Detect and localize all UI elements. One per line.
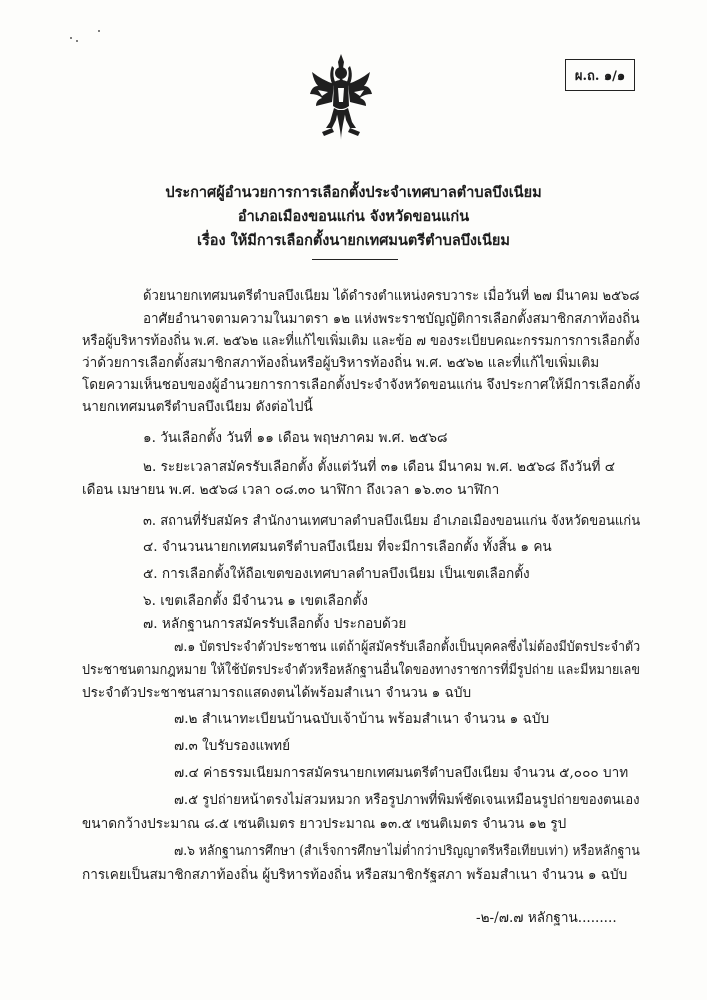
heading-divider <box>312 259 398 260</box>
item-required-documents: ๗. หลักฐานการสมัครรับเลือกตั้ง ประกอบด้วย <box>143 616 407 632</box>
item-application-place: ๓. สถานที่รับสมัคร สำนักงานเทศบาลตำบลบึงเนียม อำเภอเมืองขอนแก่น จังหวัดขอนแก่น <box>143 513 641 529</box>
doc-id-card-line: ๗.๑ บัตรประจำตัวประชาชน แต่ถ้าผู้สมัครรับเลือกตั้งเป็นบุคคลซึ่งไม่ต้องมีบัตรประจำตัว <box>174 639 641 655</box>
scan-speck <box>98 30 100 32</box>
doc-education-line: ๗.๖ หลักฐานการศึกษา (สำเร็จการศึกษาไม่ต่ำกว่าปริญญาตรีหรือเทียบเท่า) หรือหลักฐาน <box>174 843 640 859</box>
form-code-box <box>565 59 635 91</box>
announcement-title: ประกาศผู้อำนวยการการเลือกตั้งประจำเทศบาลตำบลบึงเนียม <box>165 184 542 201</box>
item-application-period-cont: เดือน เมษายน พ.ศ. ๒๕๖๘ เวลา ๐๘.๓๐ นาฬิกา ถึงเวลา ๑๖.๓๐ นาฬิกา <box>82 482 500 498</box>
doc-photo-line: ขนาดกว้างประมาณ ๘.๕ เซนติเมตร ยาวประมาณ ๑๓.๕ เซนติเมตร จำนวน ๑๒ รูป <box>82 816 567 832</box>
item-constituency: ๕. การเลือกตั้งให้ถือเขตของเทศบาลตำบลบึงเนียม เป็นเขตเลือกตั้ง <box>143 566 530 582</box>
doc-id-card-line: ประชาชนตามกฎหมาย ให้ใช้บัตรประจำตัวหรือหลักฐานอื่นใดของทางราชการที่มีรูปถ่าย และมีหมายเลข <box>82 662 640 678</box>
doc-house-registration: ๗.๒ สำเนาทะเบียนบ้านฉบับเจ้าบ้าน พร้อมสำเนา จำนวน ๑ ฉบับ <box>174 711 550 727</box>
item-election-date: ๑. วันเลือกตั้ง วันที่ ๑๑ เดือน พฤษภาคม พ.ศ. ๒๕๖๘ <box>143 430 448 446</box>
authority-paragraph-line: ว่าด้วยการเลือกตั้งสมาชิกสภาท้องถิ่นหรือผู้บริหารท้องถิ่น พ.ศ. ๒๕๖๒ และที่แก้ไขเพิ่มเติม <box>82 355 600 371</box>
authority-paragraph-line: หรือผู้บริหารท้องถิ่น พ.ศ. ๒๕๖๒ และที่แก้ไขเพิ่มเติม และข้อ ๗ ของระเบียบคณะกรรมการการเลือกตั้ง <box>82 333 640 349</box>
doc-photo-line: ๗.๕ รูปถ่ายหน้าตรงไม่สวมหมวก หรือรูปภาพที่พิมพ์ชัดเจนเหมือนรูปถ่ายของตนเอง <box>174 792 640 808</box>
doc-education-line: การเคยเป็นสมาชิกสภาท้องถิ่น ผู้บริหารท้องถิ่น หรือสมาชิกรัฐสภา พร้อมสำเนา จำนวน ๑ ฉบับ <box>82 867 628 883</box>
scan-speck <box>76 40 78 42</box>
authority-paragraph-line: โดยความเห็นชอบของผู้อำนวยการการเลือกตั้งประจำจังหวัดขอนแก่น จึงประกาศให้มีการเลือกตั้ง <box>82 377 641 393</box>
intro-paragraph: ด้วยนายกเทศมนตรีตำบลบึงเนียม ได้ดำรงตำแหน่งครบวาระ เมื่อวันที่ ๒๗ มีนาคม ๒๕๖๘ <box>143 288 640 304</box>
doc-application-fee: ๗.๔ ค่าธรรมเนียมการสมัครนายกเทศมนตรีตำบลบึงเนียม จำนวน ๕,๐๐๐ บาท <box>174 765 629 781</box>
doc-medical-certificate: ๗.๓ ใบรับรองแพทย์ <box>174 738 291 754</box>
scan-speck <box>70 37 72 39</box>
item-constituency-count: ๖. เขตเลือกตั้ง มีจำนวน ๑ เขตเลือกตั้ง <box>143 593 368 609</box>
garuda-emblem-icon <box>308 52 374 144</box>
doc-id-card-line: ประจำตัวประชาชนสามารถแสดงตนได้พร้อมสำเนา จำนวน ๑ ฉบับ <box>82 685 472 701</box>
subject-line: เรื่อง ให้มีการเลือกตั้งนายกเทศมนตรีตำบลบึงเนียม <box>197 232 510 249</box>
authority-paragraph-line: นายกเทศมนตรีตำบลบึงเนียม ดังต่อไปนี้ <box>82 399 313 415</box>
form-code: ผ.ถ. ๑/๑ <box>574 68 626 84</box>
continued-reference: -๒-/๗.๗ หลักฐาน......... <box>476 910 617 926</box>
item-application-period: ๒. ระยะเวลาสมัครรับเลือกตั้ง ตั้งแต่วันที่ ๓๑ เดือน มีนาคม พ.ศ. ๒๕๖๘ ถึงวันที่ ๔ <box>143 459 616 475</box>
authority-paragraph-line: อาศัยอำนาจตามความในมาตรา ๑๒ แห่งพระราชบัญญัติการเลือกตั้งสมาชิกสภาท้องถิ่น <box>143 311 640 327</box>
item-mayor-count: ๔. จำนวนนายกเทศมนตรีตำบลบึงเนียม ที่จะมีการเลือกตั้ง ทั้งสิ้น ๑ คน <box>143 539 552 555</box>
district-province: อำเภอเมืองขอนแก่น จังหวัดขอนแก่น <box>237 208 470 225</box>
